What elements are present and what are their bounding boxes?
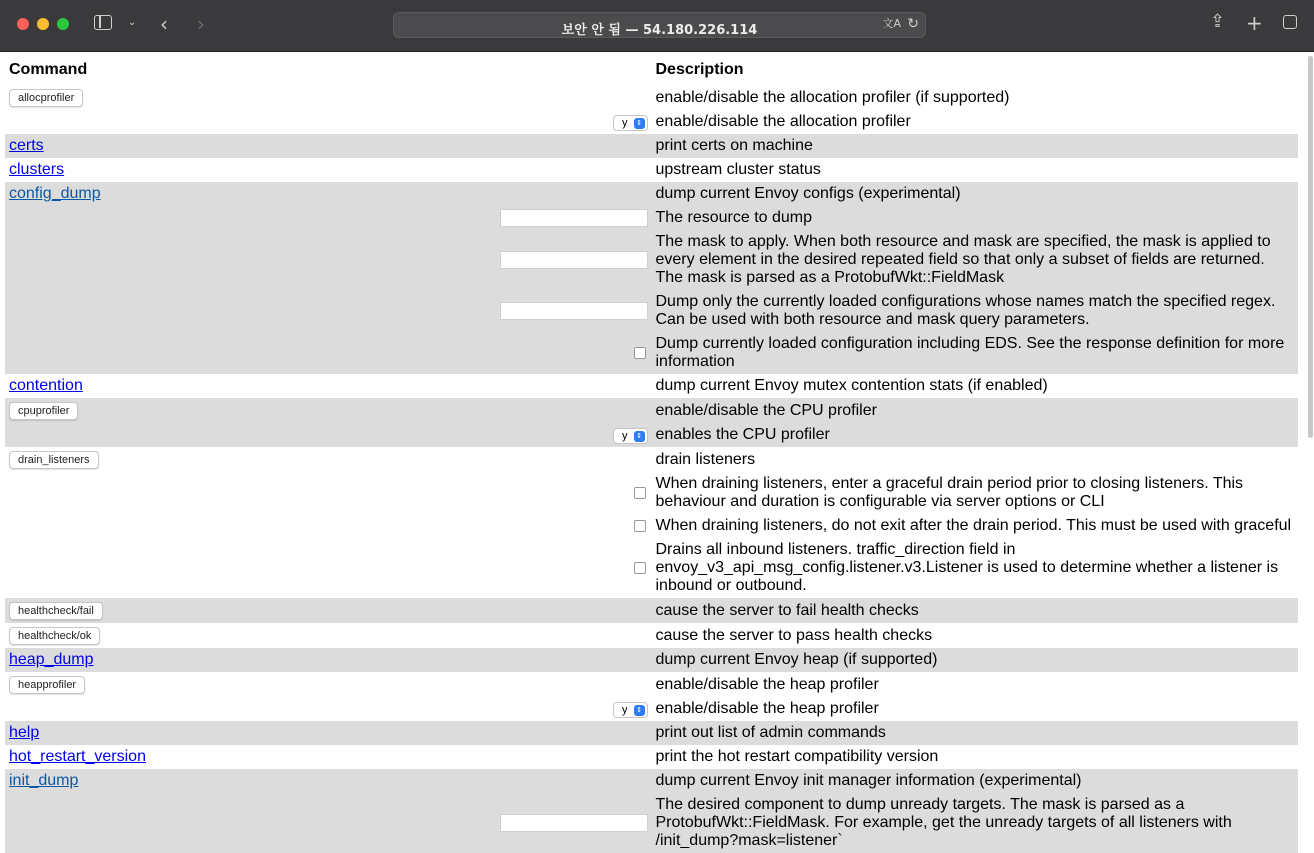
description-cell: When draining listeners, enter a graceful drain period prior to closing listeners. This behaviour and duration is configurable via server options or CLI — [655, 475, 1244, 511]
table-row — [5, 538, 1298, 598]
admin-commands-table — [5, 57, 1298, 853]
command-link[interactable]: hot_restart_version — [9, 748, 146, 766]
command-cell — [5, 447, 652, 472]
description-cell: Dump only the currently loaded configurations whose names match the specified regex. Can be used with both resource and mask query parameters. — [652, 290, 1299, 332]
vertical-scrollbar[interactable] — [1308, 56, 1313, 438]
command-cell — [5, 472, 652, 514]
description-cell: cause the server to fail health checks — [652, 598, 1299, 623]
parameter-checkbox[interactable] — [634, 487, 646, 499]
command-cell — [5, 423, 652, 447]
command-cell — [5, 623, 652, 648]
table-row — [5, 332, 1298, 374]
description-cell: When draining listeners, do not exit after the drain period. This must be used with graceful — [655, 517, 1292, 535]
table-row — [5, 672, 1298, 697]
command-cell — [5, 672, 652, 697]
parameter-checkbox[interactable] — [634, 347, 646, 359]
table-row — [5, 423, 1298, 447]
reload-icon[interactable]: ↻ — [907, 16, 919, 32]
table-row — [5, 182, 1298, 206]
command-cell — [5, 648, 652, 672]
description-cell: The desired component to dump unready targets. The mask is parsed as a ProtobufWkt::FieldMask. For example, get the unready targets of all listeners with /init_dump?mask=listener` — [652, 793, 1299, 853]
description-cell: drain listeners — [655, 450, 756, 468]
back-arrow-icon[interactable]: ‹ — [160, 12, 168, 36]
close-window-button[interactable] — [17, 18, 29, 30]
table-row — [5, 623, 1298, 648]
admin-content — [5, 57, 1298, 853]
command-link[interactable]: heap_dump — [9, 651, 94, 669]
command-cell — [5, 721, 652, 745]
description-column-header: Description — [655, 61, 744, 78]
command-cell — [5, 332, 652, 374]
description-cell: dump current Envoy configs (experimental) — [652, 182, 1299, 206]
tab-overview-icon[interactable] — [1283, 15, 1297, 29]
command-column-header: Command — [9, 61, 88, 78]
command-cell — [5, 745, 652, 769]
new-tab-icon[interactable]: + — [1246, 11, 1263, 35]
table-row — [5, 721, 1298, 745]
description-cell: print certs on machine — [652, 134, 1299, 158]
command-cell — [5, 769, 652, 793]
table-row — [5, 472, 1298, 514]
description-cell: The mask to apply. When both resource and mask are specified, the mask is applied to every element in the desired repeated field so that only a subset of fields are returned. The mask is parsed as a ProtobufWkt::FieldMask — [652, 230, 1299, 290]
description-cell: dump current Envoy init manager information (experimental) — [652, 769, 1299, 793]
share-icon[interactable]: ⇪ — [1210, 11, 1226, 32]
description-cell: print out list of admin commands — [652, 721, 1299, 745]
command-cell — [5, 85, 652, 110]
description-cell: cause the server to pass health checks — [655, 626, 933, 644]
minimize-window-button[interactable] — [37, 18, 49, 30]
parameter-checkbox[interactable] — [634, 520, 646, 532]
description-cell: dump current Envoy mutex contention stats (if enabled) — [655, 377, 1048, 395]
select-arrows-icon: ⇕ — [634, 118, 645, 129]
command-cell — [5, 206, 652, 230]
command-cell — [5, 538, 652, 598]
table-row — [5, 514, 1298, 538]
table-row — [5, 398, 1298, 423]
enable-select[interactable] — [613, 702, 648, 718]
url-text: 보안 안 됨 — 54.180.226.114 — [561, 23, 758, 38]
select-value: y — [622, 117, 628, 129]
table-row — [5, 447, 1298, 472]
select-arrows-icon: ⇕ — [634, 705, 645, 716]
command-button[interactable]: healthcheck/ok — [9, 627, 100, 645]
command-link[interactable]: contention — [9, 377, 83, 395]
description-cell: enable/disable the heap profiler — [655, 700, 879, 718]
command-cell — [5, 514, 652, 538]
command-link[interactable]: certs — [9, 137, 44, 154]
description-cell: The resource to dump — [652, 206, 1299, 230]
description-cell: dump current Envoy heap (if supported) — [652, 648, 1299, 672]
table-row — [5, 230, 1298, 290]
chevron-down-icon[interactable]: ⌄ — [128, 17, 137, 28]
command-cell — [5, 182, 652, 206]
translate-icon[interactable]: 文A — [882, 17, 901, 30]
command-button[interactable]: drain_listeners — [9, 451, 99, 469]
command-link[interactable]: clusters — [9, 161, 65, 178]
address-bar[interactable] — [393, 12, 926, 38]
description-cell: print the hot restart compatibility version — [655, 748, 939, 766]
description-cell: enable/disable the heap profiler — [655, 675, 879, 693]
parameter-input[interactable] — [500, 814, 648, 832]
parameter-input[interactable] — [500, 251, 648, 269]
description-cell: enables the CPU profiler — [652, 423, 1299, 447]
command-cell — [5, 793, 652, 853]
command-button[interactable]: healthcheck/fail — [9, 602, 103, 620]
description-cell: enable/disable the allocation profiler — [655, 113, 911, 130]
command-cell — [5, 697, 652, 721]
command-cell — [5, 290, 652, 332]
description-cell: Dump currently loaded configuration including EDS. See the response definition for more information — [652, 332, 1299, 374]
browser-toolbar — [0, 0, 1314, 52]
select-arrows-icon: ⇕ — [634, 431, 645, 442]
table-row — [5, 158, 1298, 182]
command-cell — [5, 598, 652, 623]
table-body — [5, 85, 1298, 853]
sidebar-toggle-icon[interactable] — [94, 15, 112, 30]
command-link[interactable]: config_dump — [9, 185, 101, 202]
parameter-input[interactable] — [500, 302, 648, 320]
parameter-input[interactable] — [500, 209, 648, 227]
description-cell: enable/disable the CPU profiler — [652, 398, 1299, 423]
table-row — [5, 793, 1298, 853]
table-row — [5, 648, 1298, 672]
command-button[interactable]: cpuprofiler — [9, 402, 78, 420]
command-cell — [5, 110, 652, 134]
table-row — [5, 206, 1298, 230]
command-cell — [5, 398, 652, 423]
table-row — [5, 745, 1298, 769]
command-link[interactable]: help — [9, 724, 40, 742]
parameter-checkbox[interactable] — [634, 562, 646, 574]
description-cell: enable/disable the allocation profiler (if supported) — [655, 88, 1010, 106]
table-row — [5, 134, 1298, 158]
forward-arrow-icon[interactable]: › — [197, 12, 205, 36]
table-row — [5, 374, 1298, 398]
command-button[interactable]: heapprofiler — [9, 676, 85, 694]
description-cell: Drains all inbound listeners. traffic_direction field in envoy_v3_api_msg_config.listener.v3.Listener is used to determine whether a listener is inbound or outbound. — [655, 541, 1279, 595]
description-cell: upstream cluster status — [655, 161, 821, 178]
select-value: y — [622, 430, 628, 443]
table-header-row — [5, 57, 1298, 85]
command-cell — [5, 134, 652, 158]
command-cell — [5, 374, 652, 398]
command-button[interactable]: allocprofiler — [9, 89, 83, 107]
table-row — [5, 110, 1298, 134]
enable-select[interactable] — [613, 428, 648, 444]
select-value: y — [622, 704, 628, 717]
command-link[interactable]: init_dump — [9, 772, 79, 790]
table-row — [5, 85, 1298, 110]
table-row — [5, 697, 1298, 721]
command-cell — [5, 158, 652, 182]
table-row — [5, 598, 1298, 623]
table-row — [5, 769, 1298, 793]
command-cell — [5, 230, 652, 290]
table-row — [5, 290, 1298, 332]
zoom-window-button[interactable] — [57, 18, 69, 30]
enable-select[interactable] — [613, 115, 648, 131]
